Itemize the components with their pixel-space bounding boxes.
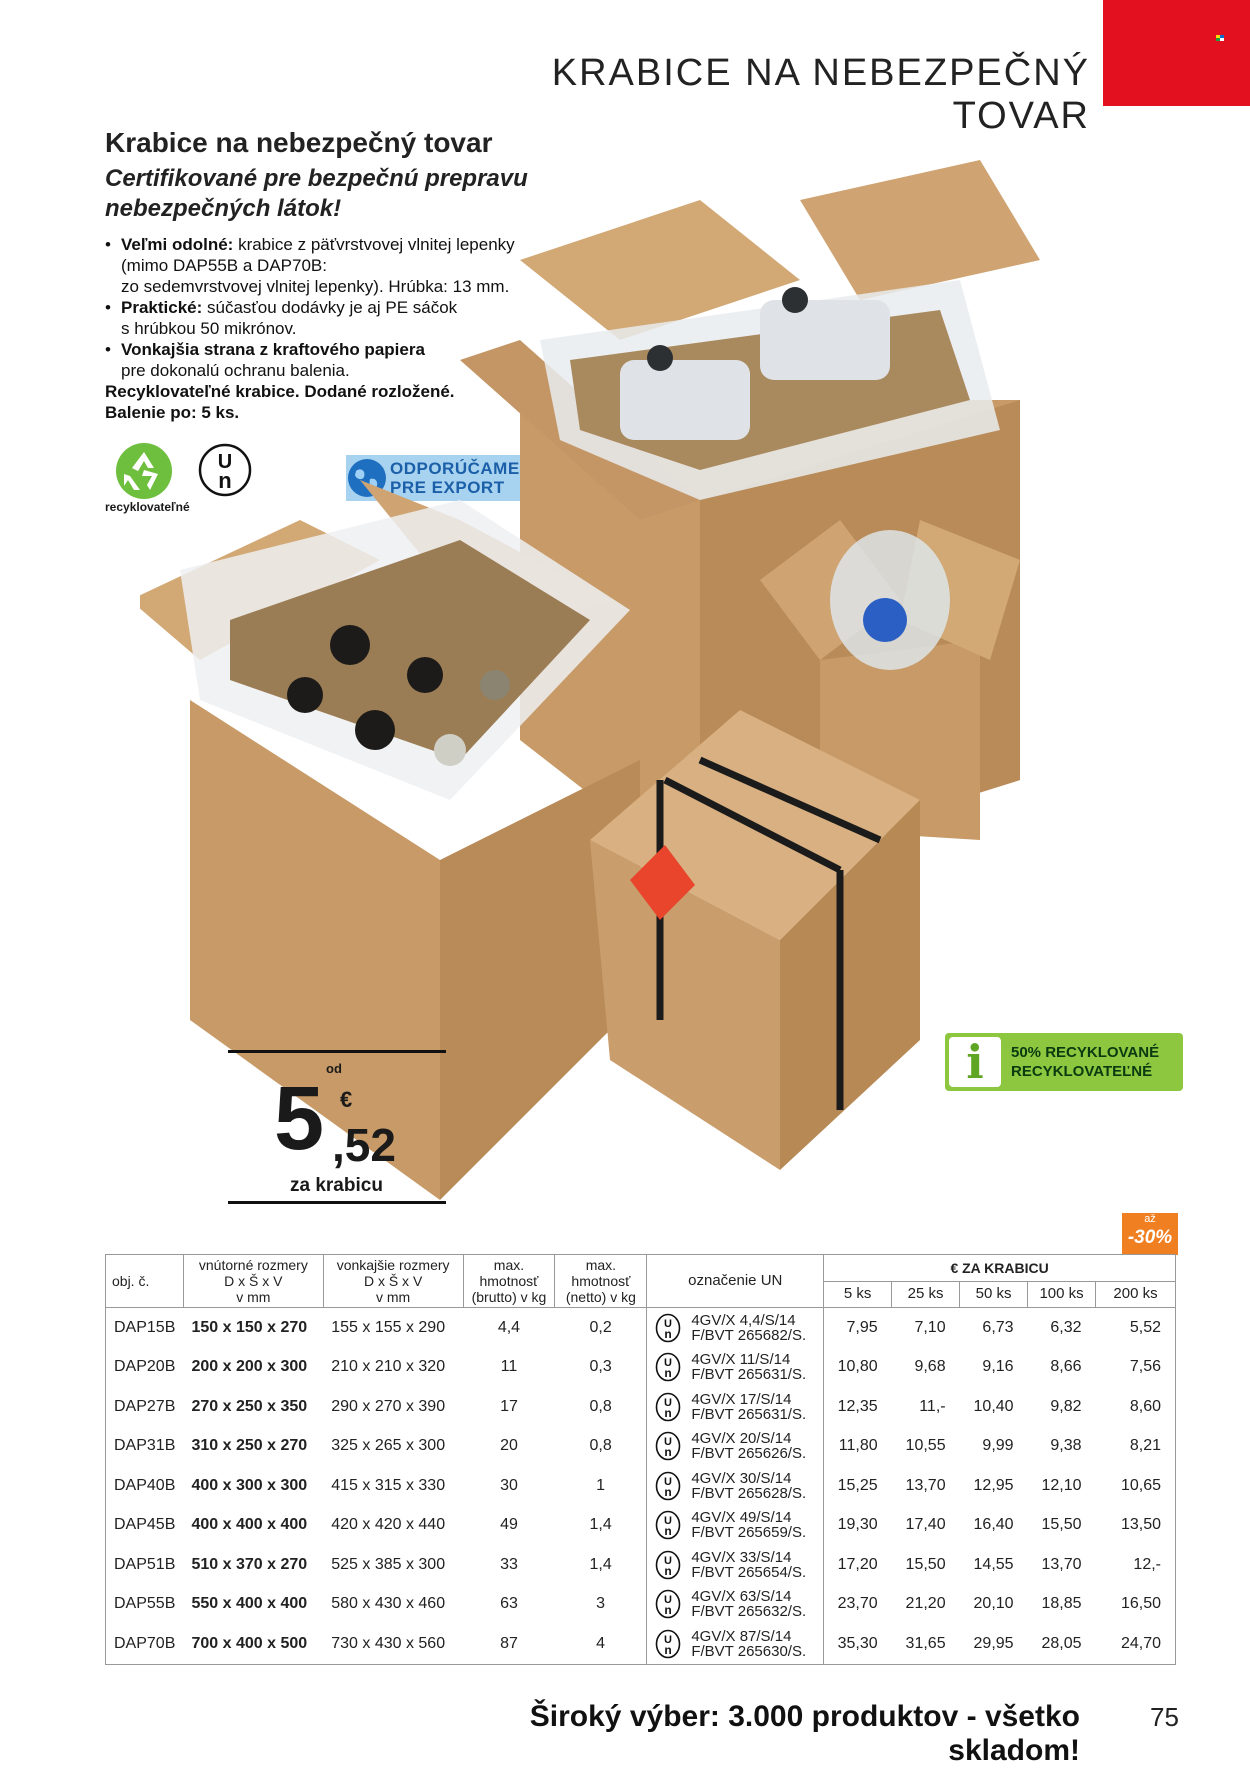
recycled-badge xyxy=(945,1033,1183,1091)
cell-price-25: 31,65 xyxy=(905,1634,946,1652)
cell-inner-dims: 400 x 300 x 300 xyxy=(191,1476,308,1494)
cell-inner-dims: 700 x 400 x 500 xyxy=(191,1634,308,1652)
header-line: max. xyxy=(585,1257,617,1273)
svg-text:U: U xyxy=(664,1475,673,1488)
svg-text:U: U xyxy=(664,1515,673,1528)
subtitle-line: nebezpečných látok! xyxy=(105,195,342,222)
feature-label: Veľmi odolné: xyxy=(121,235,234,254)
price-currency: € xyxy=(340,1087,353,1112)
cell-price-50: 12,95 xyxy=(973,1476,1014,1494)
feature-text: krabice z päťvrstvovej vlnitej lepenky xyxy=(233,235,515,254)
un-icon xyxy=(655,1629,681,1659)
feature-text: súčasťou dodávky je aj PE sáčok xyxy=(202,298,458,317)
cell-price-200: 5,52 xyxy=(1129,1318,1161,1336)
cell-price-200: 24,70 xyxy=(1120,1634,1161,1652)
cell-outer-dims: 155 x 155 x 290 xyxy=(331,1318,446,1336)
svg-text:n: n xyxy=(664,1563,673,1578)
cell-inner-dims: 200 x 200 x 300 xyxy=(191,1358,308,1376)
cell-un xyxy=(647,1348,824,1388)
cell-code: DAP51B xyxy=(114,1555,176,1573)
un-icon xyxy=(655,1471,681,1501)
cell-price-200: 12,- xyxy=(1133,1555,1161,1573)
header-line: hmotnosť xyxy=(479,1273,539,1289)
cell-price-5: 15,25 xyxy=(824,1466,892,1506)
un-code-line: F/BVT 265628/S. xyxy=(691,1484,807,1502)
cell-gross: 87 xyxy=(500,1634,518,1652)
header-line: max. xyxy=(493,1257,525,1273)
cell-un xyxy=(647,1506,824,1546)
table-row xyxy=(106,1506,1176,1546)
svg-text:n: n xyxy=(664,1642,673,1657)
cell-outer-dims: 210 x 210 x 320 xyxy=(331,1358,446,1376)
brand-corner-tab xyxy=(1103,0,1250,106)
discount-value: -30% xyxy=(1127,1227,1173,1248)
section-title: KRABICE NA NEBEZPEČNÝ TOVAR xyxy=(551,52,1090,137)
un-code-line: F/BVT 265682/S. xyxy=(691,1326,807,1344)
un-code-line: 4GV/X 30/S/14 xyxy=(691,1469,792,1487)
header-line: vonkajšie rozmery xyxy=(336,1257,450,1273)
header-line: vnútorné rozmery xyxy=(198,1257,308,1273)
cell-outer-dims: 415 x 315 x 330 xyxy=(331,1476,446,1494)
un-icon xyxy=(655,1550,681,1580)
cell-price-25: 11,- xyxy=(919,1397,946,1415)
footer-tagline: Široký výber: 3.000 produktov - všetko skladom! xyxy=(529,1700,1080,1767)
cell-price-25: 15,50 xyxy=(905,1555,946,1573)
svg-text:U: U xyxy=(664,1396,673,1409)
cell-code: DAP70B xyxy=(114,1634,176,1652)
price-unit: za krabicu xyxy=(290,1175,383,1196)
cell-inner-dims: 400 x 400 x 400 xyxy=(191,1516,308,1534)
cell-code: DAP31B xyxy=(114,1437,176,1455)
cell-outer-dims: 290 x 270 x 390 xyxy=(331,1397,446,1415)
feature-label: Vonkajšia strana z kraftového papiera xyxy=(121,340,425,359)
cell-code: DAP27B xyxy=(114,1397,176,1415)
feature-label: Praktické: xyxy=(121,298,203,317)
table-row xyxy=(106,1348,1176,1388)
un-code-line: F/BVT 265631/S. xyxy=(691,1405,807,1423)
cell-code: DAP55B xyxy=(114,1595,176,1613)
cell-code: DAP20B xyxy=(114,1358,176,1376)
cell-net: 1,4 xyxy=(589,1516,612,1534)
cell-net: 0,3 xyxy=(589,1358,612,1376)
table-row xyxy=(106,1624,1176,1664)
recyclable-label: recyklovateľné xyxy=(105,500,190,514)
col-outer-dims xyxy=(323,1255,463,1308)
cell-gross: 17 xyxy=(500,1397,518,1415)
cell-net: 4 xyxy=(596,1634,606,1652)
cell-price-5: 23,70 xyxy=(824,1585,892,1625)
col-un-marking: označenie UN xyxy=(647,1255,824,1308)
header-line: hmotnosť xyxy=(571,1273,631,1289)
cell-inner-dims: 510 x 370 x 270 xyxy=(191,1555,308,1573)
price-box xyxy=(228,1050,446,1204)
cell-gross: 49 xyxy=(500,1516,518,1534)
svg-text:n: n xyxy=(664,1524,673,1539)
svg-text:n: n xyxy=(664,1405,673,1420)
un-icon xyxy=(655,1352,681,1382)
un-code-line: F/BVT 265631/S. xyxy=(691,1366,807,1384)
un-code-line: 4GV/X 17/S/14 xyxy=(691,1390,792,1408)
cell-price-100: 6,32 xyxy=(1050,1318,1082,1336)
cell-price-100: 28,05 xyxy=(1041,1634,1082,1652)
cell-gross: 11 xyxy=(500,1358,518,1376)
cell-gross: 4,4 xyxy=(497,1318,521,1336)
header-line: v mm xyxy=(236,1289,271,1305)
cell-code: DAP15B xyxy=(114,1318,176,1336)
cell-un xyxy=(647,1466,824,1506)
cell-un xyxy=(647,1624,824,1664)
cell-price-100: 8,66 xyxy=(1050,1358,1082,1376)
cell-price-100: 12,10 xyxy=(1041,1476,1082,1494)
un-code-line: 4GV/X 49/S/14 xyxy=(691,1509,792,1527)
cell-gross: 20 xyxy=(500,1437,518,1455)
cell-price-25: 17,40 xyxy=(905,1516,946,1534)
cell-price-5: 11,80 xyxy=(824,1427,892,1467)
cell-price-100: 13,70 xyxy=(1041,1555,1082,1573)
header-line: D x Š x V xyxy=(224,1273,283,1289)
col-qty-100: 100 ks xyxy=(1028,1281,1096,1308)
table-row xyxy=(106,1308,1176,1348)
svg-text:U: U xyxy=(664,1357,673,1370)
feature-text: zo sedemvrstvovej vlnitej lepenky). Hrúbka: 13 mm. xyxy=(121,277,510,296)
un-code-line: F/BVT 265659/S. xyxy=(691,1524,807,1542)
cell-un xyxy=(647,1545,824,1585)
cell-net: 1 xyxy=(596,1476,606,1494)
subtitle-line: Certifikované pre bezpečnú prepravu xyxy=(105,165,528,192)
col-price-group: € ZA KRABICU xyxy=(824,1255,1176,1282)
cell-price-5: 35,30 xyxy=(824,1624,892,1664)
cell-price-5: 7,95 xyxy=(824,1308,892,1348)
svg-text:U: U xyxy=(664,1594,673,1607)
cell-code: DAP45B xyxy=(114,1516,176,1534)
cell-net: 1,4 xyxy=(589,1555,612,1573)
cell-outer-dims: 525 x 385 x 300 xyxy=(331,1555,446,1573)
cell-un xyxy=(647,1308,824,1348)
un-code-line: 4GV/X 11/S/14 xyxy=(691,1351,791,1369)
un-code-line: F/BVT 265630/S. xyxy=(691,1642,807,1660)
cell-price-25: 21,20 xyxy=(905,1595,946,1613)
price-decimal: ,52 xyxy=(332,1119,396,1171)
cell-un xyxy=(647,1387,824,1427)
svg-text:U: U xyxy=(664,1436,673,1449)
un-code-line: 4GV/X 4,4/S/14 xyxy=(691,1311,796,1329)
discount-prefix: až xyxy=(1144,1213,1156,1225)
cell-price-5: 10,80 xyxy=(824,1348,892,1388)
brand-dots-icon xyxy=(1216,35,1224,41)
cell-inner-dims: 550 x 400 x 400 xyxy=(191,1595,308,1613)
un-code-line: 4GV/X 20/S/14 xyxy=(691,1430,792,1448)
cell-price-200: 8,21 xyxy=(1129,1437,1161,1455)
cell-inner-dims: 270 x 250 x 350 xyxy=(191,1397,308,1415)
cell-price-100: 9,82 xyxy=(1050,1397,1082,1415)
recycled-line: RECYKLOVATEĽNÉ xyxy=(1011,1063,1153,1080)
feature-text: s hrúbkou 50 mikrónov. xyxy=(121,319,297,338)
cell-un xyxy=(647,1427,824,1467)
cell-price-25: 9,68 xyxy=(914,1358,946,1376)
cell-price-200: 7,56 xyxy=(1129,1358,1161,1376)
cell-gross: 30 xyxy=(500,1476,518,1494)
recyclable-note: Recyklovateľné krabice. Dodané rozložené. xyxy=(105,382,455,401)
cell-outer-dims: 580 x 430 x 460 xyxy=(331,1595,446,1613)
cell-price-200: 13,50 xyxy=(1120,1516,1161,1534)
cell-price-25: 7,10 xyxy=(914,1318,946,1336)
table-row xyxy=(106,1466,1176,1506)
cell-inner-dims: 310 x 250 x 270 xyxy=(191,1437,308,1455)
cell-price-50: 9,99 xyxy=(982,1437,1014,1455)
col-gross-weight xyxy=(463,1255,555,1308)
header-line: (brutto) v kg xyxy=(471,1289,547,1305)
cell-price-100: 9,38 xyxy=(1050,1437,1082,1455)
table-row xyxy=(106,1427,1176,1467)
cell-price-200: 10,65 xyxy=(1120,1476,1161,1494)
header-line: (netto) v kg xyxy=(565,1289,636,1305)
un-code-line: F/BVT 265632/S. xyxy=(691,1603,807,1621)
col-qty-25: 25 ks xyxy=(892,1281,960,1308)
cell-price-50: 16,40 xyxy=(973,1516,1014,1534)
cell-net: 3 xyxy=(596,1595,606,1613)
export-line: ODPORÚČAME xyxy=(390,459,520,478)
un-icon xyxy=(655,1431,681,1461)
cell-price-50: 6,73 xyxy=(982,1318,1014,1336)
header-line: D x Š x V xyxy=(363,1273,423,1289)
cell-price-100: 15,50 xyxy=(1041,1516,1082,1534)
cell-price-200: 16,50 xyxy=(1120,1595,1161,1613)
svg-text:n: n xyxy=(664,1366,673,1381)
price-table xyxy=(105,1254,1176,1665)
price-integer: 5 xyxy=(274,1069,322,1169)
cell-price-50: 29,95 xyxy=(973,1634,1014,1652)
product-title: Krabice na nebezpečný tovar xyxy=(105,127,493,158)
package-note: Balenie po: 5 ks. xyxy=(105,403,240,422)
discount-badge xyxy=(1122,1213,1178,1255)
svg-text:n: n xyxy=(664,1445,673,1460)
col-code: obj. č. xyxy=(106,1255,184,1308)
svg-text:n: n xyxy=(664,1484,673,1499)
un-icon xyxy=(655,1589,681,1619)
cell-price-5: 17,20 xyxy=(824,1545,892,1585)
cell-gross: 63 xyxy=(500,1595,518,1613)
svg-text:U: U xyxy=(664,1554,673,1567)
un-icon xyxy=(655,1510,681,1540)
cell-net: 0,2 xyxy=(589,1318,612,1336)
cell-price-50: 20,10 xyxy=(973,1595,1014,1613)
cell-price-5: 12,35 xyxy=(824,1387,892,1427)
un-symbol-bottom: n xyxy=(218,468,232,493)
info-icon: i xyxy=(949,1037,1001,1087)
un-code-line: 4GV/X 87/S/14 xyxy=(691,1627,792,1645)
cell-un xyxy=(647,1585,824,1625)
cell-gross: 33 xyxy=(500,1555,518,1573)
table-row xyxy=(106,1387,1176,1427)
cell-price-200: 8,60 xyxy=(1129,1397,1161,1415)
table-row xyxy=(106,1585,1176,1625)
recycled-line: 50% RECYKLOVANÉ xyxy=(1011,1044,1160,1061)
un-code-line: F/BVT 265626/S. xyxy=(691,1445,807,1463)
cell-inner-dims: 150 x 150 x 270 xyxy=(191,1318,308,1336)
cell-price-25: 13,70 xyxy=(905,1476,946,1494)
un-icon xyxy=(655,1313,681,1343)
table-row xyxy=(106,1545,1176,1585)
cell-code: DAP40B xyxy=(114,1476,176,1494)
col-inner-dims xyxy=(183,1255,323,1308)
col-net-weight xyxy=(555,1255,647,1308)
svg-text:n: n xyxy=(664,1326,673,1341)
cell-outer-dims: 325 x 265 x 300 xyxy=(331,1437,446,1455)
feature-text: pre dokonalú ochranu balenia. xyxy=(121,361,350,380)
cell-net: 0,8 xyxy=(589,1437,612,1455)
cell-net: 0,8 xyxy=(589,1397,612,1415)
price-prefix: od xyxy=(326,1061,342,1076)
un-icon xyxy=(655,1392,681,1422)
page-number: 75 xyxy=(1150,1702,1179,1732)
cell-price-25: 10,55 xyxy=(905,1437,946,1455)
export-line: PRE EXPORT xyxy=(390,478,505,497)
un-code-line: F/BVT 265654/S. xyxy=(691,1563,807,1581)
cell-price-50: 9,16 xyxy=(982,1358,1014,1376)
un-code-line: 4GV/X 63/S/14 xyxy=(691,1588,792,1606)
cell-price-100: 18,85 xyxy=(1041,1595,1082,1613)
cell-price-5: 19,30 xyxy=(824,1506,892,1546)
un-code-line: 4GV/X 33/S/14 xyxy=(691,1548,792,1566)
svg-text:U: U xyxy=(664,1317,673,1330)
feature-text: (mimo DAP55B a DAP70B: xyxy=(121,256,327,275)
cell-price-50: 14,55 xyxy=(973,1555,1014,1573)
header-line: v mm xyxy=(376,1289,411,1305)
col-qty-200: 200 ks xyxy=(1096,1281,1176,1308)
col-qty-50: 50 ks xyxy=(960,1281,1028,1308)
col-qty-5: 5 ks xyxy=(824,1281,892,1308)
cell-outer-dims: 730 x 430 x 560 xyxy=(331,1634,446,1652)
cell-price-50: 10,40 xyxy=(973,1397,1014,1415)
cell-outer-dims: 420 x 420 x 440 xyxy=(331,1516,446,1534)
un-symbol-top: U xyxy=(217,451,233,473)
svg-text:n: n xyxy=(664,1603,673,1618)
svg-text:U: U xyxy=(664,1633,673,1646)
